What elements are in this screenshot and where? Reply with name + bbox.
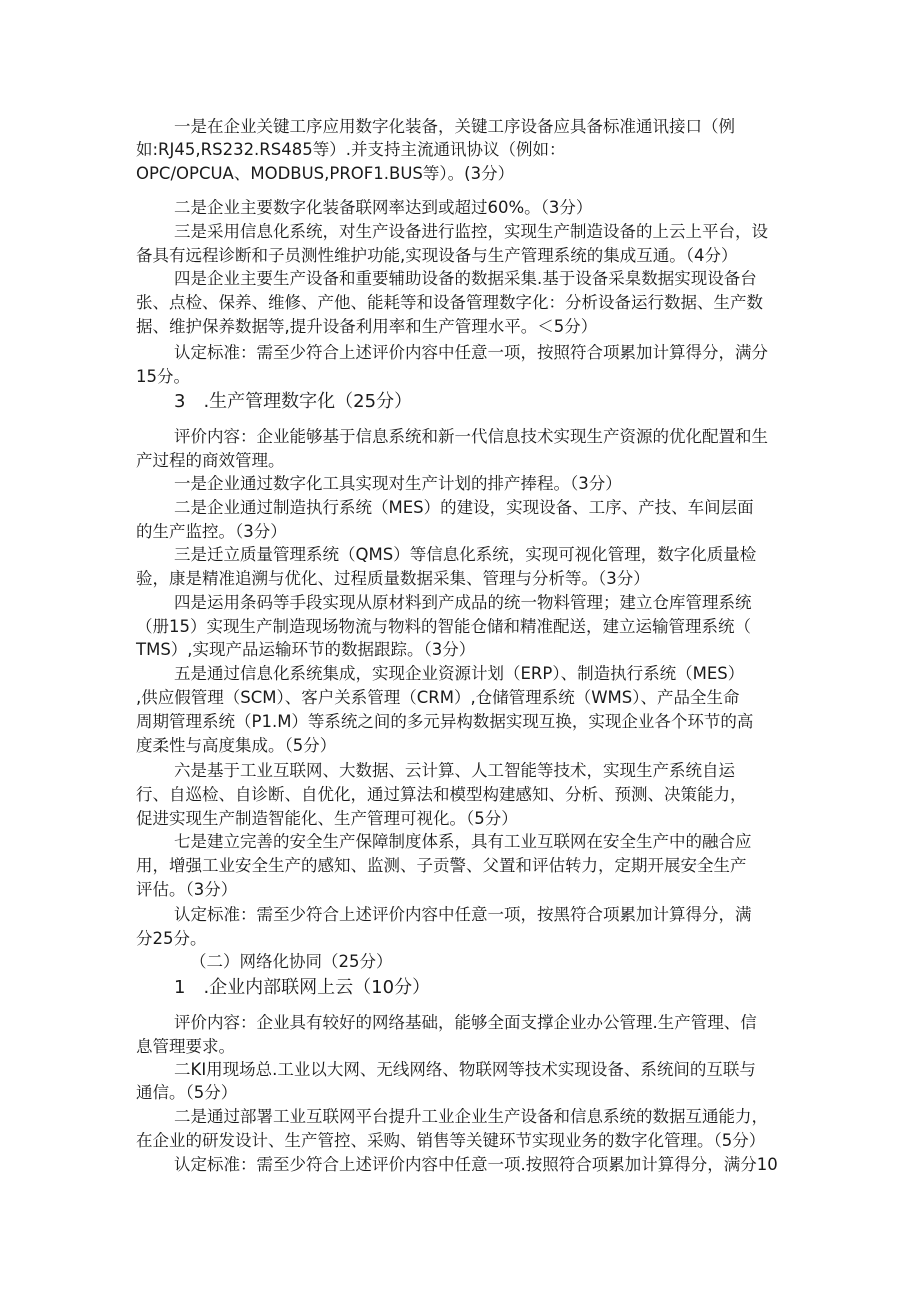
paragraph-line: 二是企业通过制造执行系统（MES）的建设，实现设备、工序、产技、车间层面	[174, 498, 754, 517]
section-heading: （二）网络化协同（25分）	[190, 952, 393, 971]
paragraph-line: 如:RJ45,RS232.RS485等）.并支持主流通讯协议（例如：	[136, 140, 566, 159]
paragraph-line: 四是企业主要生产设备和重要辅助设备的数据采集.基于设备采臬数据实现设备台	[174, 269, 757, 288]
paragraph-line: 二是通过部署工业互联网平台提升工业企业生产设备和信息系统的数据互通能力，	[174, 1107, 768, 1126]
paragraph-line: TMS）,实现产品运输环节的数据跟踪。（3分）	[136, 640, 476, 659]
paragraph-line: 二KI用现场总.工业以大网、无线网络、物联网等技术实现设备、系统间的互联与	[174, 1060, 756, 1079]
paragraph-line: 评估。（3分）	[136, 880, 238, 899]
paragraph-line: 分25分。	[136, 929, 207, 948]
section-heading: 1 .企业内部联网上云（10分）	[174, 977, 431, 998]
paragraph-line: 据、维护保养数据等,提升设备利用率和生产管理水平。＜5分）	[136, 317, 598, 336]
paragraph-line: 五是通过信息化系统集成，实现企业资源计划（ERP）、制造执行系统（MES）	[174, 664, 745, 683]
section-heading: 3 .生产管理数字化（25分）	[174, 391, 413, 412]
paragraph-line: 认定标准：需至少符合上述评价内容中任意一项.按照符合项累加计算得分，满分10	[174, 1155, 778, 1174]
paragraph-line: 产过程的商效管理。	[136, 451, 285, 470]
paragraph-line: 的生产监控。（3分）	[136, 522, 287, 541]
paragraph-line: 六是基于工业互联网、大数据、云计算、人工智能等技术，实现生产系统自运	[174, 761, 735, 780]
paragraph-line: 15分。	[136, 367, 190, 386]
paragraph-line: 通信。（5分）	[136, 1083, 238, 1102]
paragraph-line: 行、自巡检、自诊断、自优化，通过算法和模型构建感知、分析、预测、决策能力，	[136, 785, 747, 804]
paragraph-line: 评价内容：企业能够基于信息系统和新一代信息技术实现生产资源的优化配置和生	[174, 427, 768, 446]
paragraph-line: 三是迁立质量管理系统（QMS）等信息化系统，实现可视化管理，数字化质量检	[174, 545, 757, 564]
paragraph-line: 三是采用信息化系统，对生产设备进行监控，实现生产制造设备的上云上平台，设	[174, 222, 768, 241]
paragraph-line: 认定标准：需至少符合上述评价内容中任意一项，按黑符合项累加计算得分，满	[174, 905, 752, 924]
paragraph-line: 验，康是精准追溯与优化、过程质量数据采集、管理与分析等。（3分）	[136, 569, 650, 588]
paragraph-line: 一是企业通过数字化工具实现对生产计划的排产捧程。（3分）	[174, 474, 622, 493]
paragraph-line: 四是运用条码等手段实现从原材料到产成品的统一物料管理；建立仓库管理系统	[174, 593, 752, 612]
paragraph-line: 评价内容：企业具有较好的网络基础，能够全面支撑企业办公管理.生产管理、信	[174, 1013, 757, 1032]
paragraph-line: 度柔性与高度集成。（5分）	[136, 736, 337, 755]
paragraph-line: 张、点检、保养、维修、产他、能耗等和设备管理数字化：分析设备运行数据、生产数	[136, 293, 763, 312]
paragraph-line: 在企业的研发设计、生产管控、采购、销售等关键环节实现业务的数字化管理。（5分）	[136, 1131, 766, 1150]
paragraph-line: 促进实现生产制造智能化、生产管理可视化。（5分）	[136, 809, 518, 828]
paragraph-line: 认定标准：需至少符合上述评价内容中任意一项，按照符合项累加计算得分，满分	[174, 343, 768, 362]
paragraph-line: 二是企业主要数字化装备联网率达到或超过60%。（3分）	[174, 198, 593, 217]
paragraph-line: 备具有远程诊断和子员测性维护功能,实现设备与生产管理系统的集成互通。（4分）	[136, 246, 738, 265]
paragraph-line: 周期管理系统（P1.M）等系统之间的多元异构数据实现互换，实现企业各个环节的高	[136, 712, 754, 731]
paragraph-line: （册15）实现生产制造现场物流与物料的智能仓储和精准配送，建立运输管理系统（	[136, 617, 751, 636]
paragraph-line: 用，增强工业安全生产的感知、监测、子贡警、父置和评估转力，定期开展安全生产	[136, 856, 747, 875]
paragraph-line: 息管理要求。	[136, 1037, 235, 1056]
paragraph-line: 一是在企业关键工序应用数字化装备，关键工序设备应具备标准通讯接口（例	[174, 117, 735, 136]
paragraph-line: 七是建立完善的安全生产保障制度体系，具有工业互联网在安全生产中的融合应	[174, 832, 752, 851]
paragraph-line: OPC/OPCUA、MODBUS,PROF1.BUS等）。(3分）	[136, 164, 515, 183]
paragraph-line: ,供应假管理（SCM）、客户关系管理（CRM）,仓储管理系统（WMS）、产品全生命	[136, 688, 740, 707]
